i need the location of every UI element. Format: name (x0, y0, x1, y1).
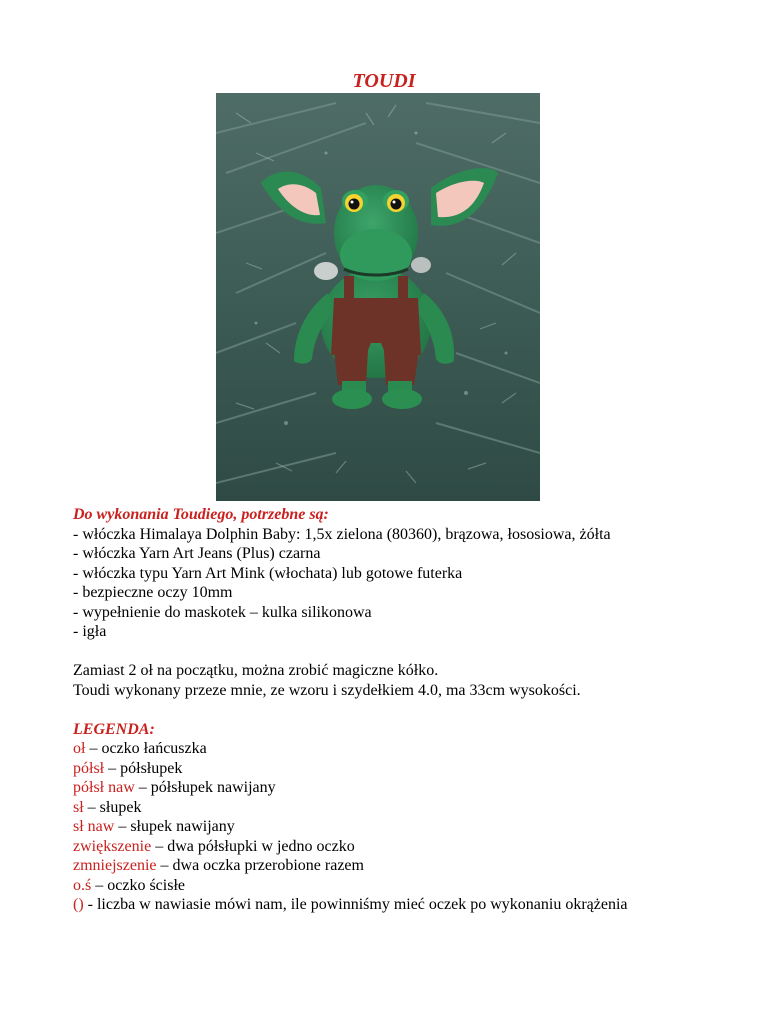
legend-item (73, 837, 713, 857)
text-content (73, 505, 713, 915)
legend-abbr: półsł (73, 759, 105, 777)
note-line: Toudi wykonany przeze mnie, ze wzoru i szydełkiem 4.0, ma 33cm wysokości. (73, 681, 581, 699)
spacer (73, 700, 713, 720)
legend-item (73, 817, 713, 837)
legend-abbr: oł (73, 740, 86, 757)
materials-item: - igła (73, 623, 107, 640)
legend-abbr: sł naw (73, 818, 115, 835)
legend-desc: – słupek nawijany (114, 818, 235, 835)
legend-item (73, 778, 713, 798)
legend-desc: – dwa półsłupki w jedno oczko (151, 837, 355, 855)
legend-abbr: półsł naw (73, 779, 135, 796)
materials-item: - włóczka Himalaya Dolphin Baby: 1,5x zielona (80360), brązowa, łososiowa, żółta (73, 525, 611, 543)
materials-item: - wypełnienie do maskotek – kulka silikonowa (73, 603, 372, 621)
legend-item (73, 739, 713, 759)
legend-desc: – dwa oczka przerobione razem (156, 857, 364, 874)
legend-abbr: zwiększenie (73, 837, 152, 855)
materials-item: - bezpieczne oczy 10mm (73, 584, 233, 601)
legend-abbr: () (73, 896, 84, 913)
legend-heading: LEGENDA: (73, 720, 155, 738)
legend-item (73, 876, 713, 896)
legend-desc: – półsłupek nawijany (134, 779, 276, 796)
spacer (73, 642, 713, 662)
legend-item (73, 895, 713, 915)
note-line: Zamiast 2 oł na początku, można zrobić magiczne kółko. (73, 662, 439, 679)
document-title: TOUDI (352, 70, 416, 92)
legend-abbr: o.ś (73, 876, 92, 894)
legend-item (73, 856, 713, 876)
legend-desc: – oczko ścisłe (91, 876, 185, 894)
legend-desc: – oczko łańcuszka (85, 740, 207, 757)
legend-desc: – słupek (83, 798, 142, 816)
materials-item: - włóczka Yarn Art Jeans (Plus) czarna (73, 545, 321, 562)
toy-photo (216, 93, 540, 501)
materials-heading: Do wykonania Toudiego, potrzebne są: (73, 506, 329, 523)
legend-item (73, 798, 713, 818)
legend-abbr: sł (73, 798, 84, 816)
materials-item: - włóczka typu Yarn Art Mink (włochata) lub gotowe futerka (73, 564, 463, 582)
legend-item (73, 759, 713, 779)
legend-desc: - liczba w nawiasie mówi nam, ile powinniśmy mieć oczek po wykonaniu okrążenia (83, 896, 628, 913)
legend-abbr: zmniejszenie (73, 857, 157, 874)
legend-desc: – półsłupek (104, 759, 183, 777)
